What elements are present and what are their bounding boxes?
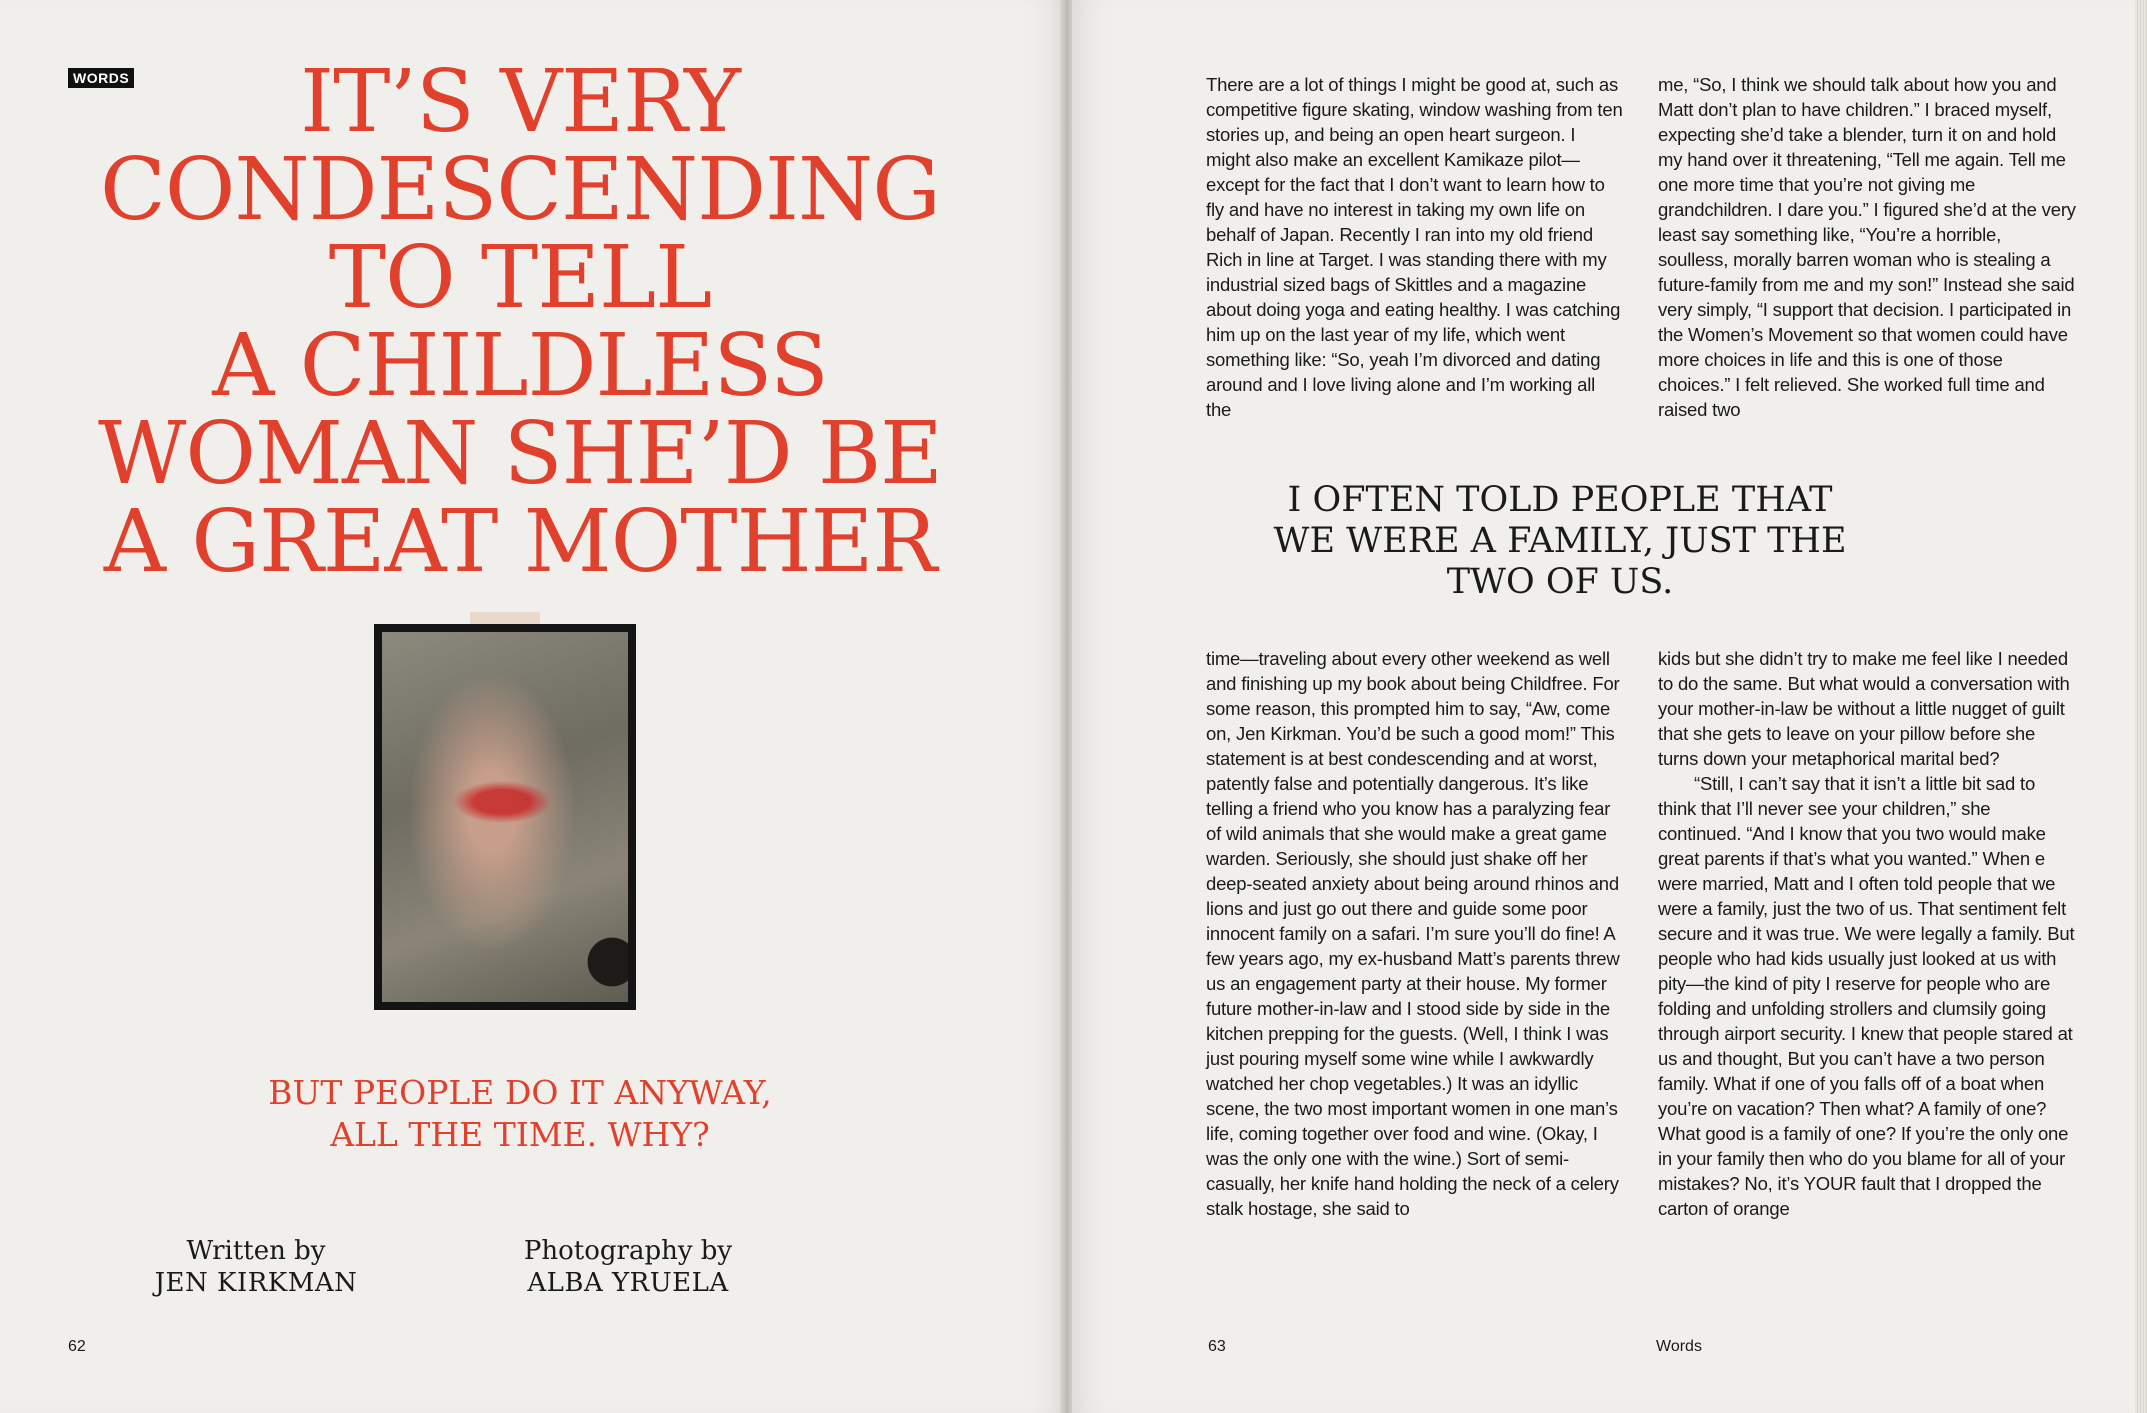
headline-line: A CHILDLESS <box>212 316 828 416</box>
photographer-name: ALBA YRUELA <box>527 1268 729 1298</box>
pull-quote-line: TWO OF US. <box>1446 562 1674 602</box>
writer-label: Written by <box>186 1236 326 1266</box>
pull-quote-line: I OFTEN TOLD PEOPLE THAT <box>1287 480 1833 520</box>
subhead-line: ALL THE TIME. WHY? <box>330 1115 710 1154</box>
headline-line: CONDESCENDING <box>100 140 940 240</box>
photographer-label: Photography by <box>523 1236 733 1266</box>
body-text: There are a lot of things I might be good at, such as competitive figure skating, window washing from ten stories up, and being an open heart surgeon. I might also make an excellent Kamikaze pilot—except for the fact that I don’t want to learn how to fly and have no interest in taking my own life on behalf of Japan. Recently I ran into my old friend Rich in line at Target. I was standing there with my industrial sized bags of Skittles and a magazine about doing yoga and eating healthy. I was catching him up on the last year of my life, which went something like: “So, yeah I’m divorced and dating around and I love living alone and I’m working all the <box>1206 74 1623 420</box>
headline <box>60 52 980 592</box>
page-number-left: 62 <box>68 1338 86 1355</box>
headline-line: A GREAT MOTHER <box>103 492 937 592</box>
article-photo <box>374 624 636 1010</box>
page-number-right: 63 <box>1208 1338 1226 1355</box>
photo-image <box>382 632 628 1002</box>
body-column-3 <box>1206 646 1624 1306</box>
body-column-1 <box>1206 72 1624 452</box>
section-footer: Words <box>1656 1338 1702 1355</box>
body-column-2 <box>1658 72 2076 452</box>
body-column-4 <box>1658 646 2076 1306</box>
writer-credit <box>116 1235 396 1299</box>
headline-line: TO TELL <box>328 228 712 328</box>
subhead-line: BUT PEOPLE DO IT ANYWAY, <box>268 1073 772 1112</box>
headline-line: IT’S VERY <box>300 52 740 152</box>
pull-quote-line: WE WERE A FAMILY, JUST THE <box>1273 521 1847 561</box>
section-tag: WORDS <box>68 68 134 88</box>
body-text: kids but she didn’t try to make me feel like I needed to do the same. But what would a conversation with your mother-in-law be without a little nugget of guilt that she gets to leave on your pillow before she turns down your metaphorical marital bed? <box>1658 648 2070 769</box>
body-text: “Still, I can’t say that it isn’t a little bit sad to think that I’ll never see your children,” she continued. “And I know that you two would make great parents if that’s what you wanted.” When e were married, Matt and I often told people that we were a family, just the two of us. That sentiment felt secure and it was true. We were legally a family. But people who had kids usually just looked at us with pity—the kind of pity I reserve for people who are folding and unfolding strollers and clumsily going through airport security. I knew that people stared at us and thought, But you can’t have a two person family. What if one of you falls off of a boat when you’re on vacation? Then what? A family of one? What good is a family of one? If you’re the only one in your family then who do you blame for all of your mistakes? No, it’s YOUR fault that I dropped the carton of orange <box>1658 773 2075 1219</box>
page-edge <box>2135 0 2147 1413</box>
headline-line: WOMAN SHE’D BE <box>98 404 942 504</box>
photographer-credit <box>488 1235 768 1299</box>
left-page <box>0 0 1068 1413</box>
subheadline <box>180 1072 860 1156</box>
pull-quote <box>1210 480 1910 603</box>
body-text: me, “So, I think we should talk about how you and Matt don’t plan to have children.” I braced myself, expecting she’d take a blender, turn it on and hold my hand over it threatening, “Tell me again. Tell me one more time that you’re not giving me grandchildren. I dare you.” I figured she’d at the very least say something like, “You’re a horrible, soulless, morally barren woman who is stealing a future-family from me and my son!” Instead she said very simply, “I support that decision. I participated in the Women’s Movement so that women could have more choices in life and this is one of those choices.” I felt relieved. She worked full time and raised two <box>1658 74 2076 420</box>
writer-name: JEN KIRKMAN <box>154 1268 358 1298</box>
body-text: time—traveling about every other weekend as well and finishing up my book about being Childfree. For some reason, this prompted him to say, “Aw, come on, Jen Kirkman. You’d be such a good mom!” This statement is at best condescending and at worst, patently false and potentially dangerous. It’s like telling a friend who you know has a paralyzing fear of wild animals that she would make a great game warden. Seriously, she should just shake off her deep-seated anxiety about being around rhinos and lions and just go out there and guide some poor innocent family on a safari. I’m sure you’ll do fine! A few years ago, my ex-husband Matt’s parents threw us an engagement party at their house. My former future mother-in-law and I stood side by side in the kitchen prepping for the guests. (Well, I think I was just pouring myself some wine while I awkwardly watched her chop vegetables.) It was an idyllic scene, the two most important women in one man’s life, coming together over food and wine. (Okay, I was the only one with the wine.) Sort of semi-casually, her knife hand holding the neck of a celery stalk hostage, she said to <box>1206 648 1620 1219</box>
